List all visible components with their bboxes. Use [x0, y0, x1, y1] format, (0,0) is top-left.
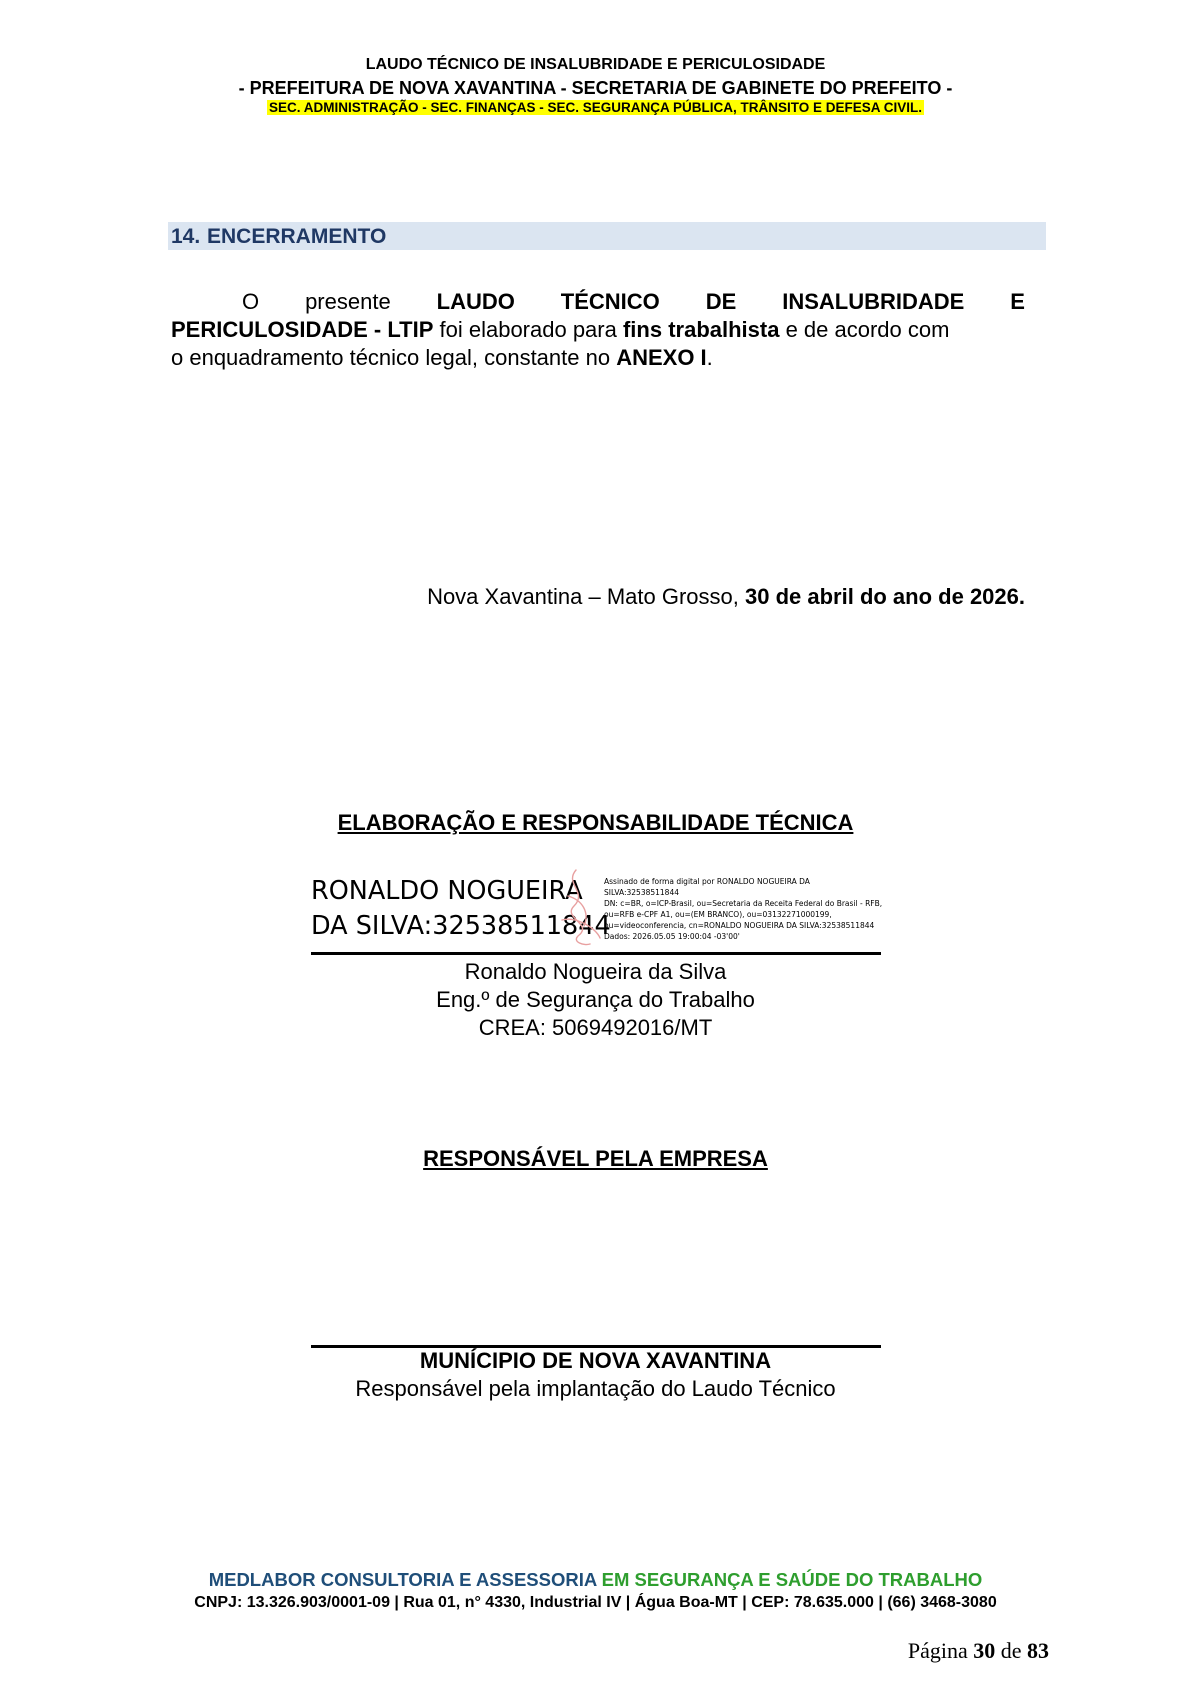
- signature-name-line: RONALDO NOGUEIRA: [311, 876, 583, 906]
- page-total: 83: [1027, 1638, 1049, 1663]
- purpose-text: fins trabalhista: [622, 317, 780, 342]
- page-separator: de: [995, 1638, 1027, 1663]
- footer-contact-info: CNPJ: 13.326.903/0001-09 | Rua 01, n° 4330, Industrial IV | Água Boa-MT | CEP: 78.635.000 | (66) 3468-3080: [194, 1594, 997, 1611]
- paragraph-word: INSALUBRIDADE: [782, 289, 965, 314]
- section-number: 14.: [171, 225, 201, 248]
- paragraph-word: E: [1010, 289, 1025, 314]
- company-responsibility-heading: RESPONSÁVEL PELA EMPRESA: [423, 1146, 768, 1171]
- paragraph-text: e de acordo com: [779, 317, 950, 342]
- place-and-date: [369, 584, 1025, 610]
- paragraph-line-2: [171, 316, 1025, 344]
- paragraph-word: LAUDO: [436, 289, 515, 314]
- digital-signature-details: [604, 876, 882, 942]
- signature-detail-line: ou=RFB e-CPF A1, ou=(EM BRANCO), ou=03132271000199,: [604, 910, 832, 919]
- engineer-name: Ronaldo Nogueira da Silva: [464, 959, 727, 984]
- signature-detail-line: DN: c=BR, o=ICP-Brasil, ou=Secretaria da Receita Federal do Brasil - RFB,: [604, 899, 883, 908]
- header-title: LAUDO TÉCNICO DE INSALUBRIDADE E PERICULOSIDADE: [365, 56, 826, 73]
- section-title: ENCERRAMENTO: [207, 225, 387, 248]
- engineer-registration: CREA: 5069492016/MT: [478, 1015, 713, 1040]
- signature-detail-line: Dados: 2026.05.05 19:00:04 -03'00': [604, 932, 740, 941]
- document-acronym: PERICULOSIDADE - LTIP: [171, 317, 434, 342]
- place: Nova Xavantina – Mato Grosso,: [427, 584, 745, 609]
- signature-detail-line: ou=videoconferencia, cn=RONALDO NOGUEIRA DA SILVA:32538511844: [604, 921, 875, 930]
- footer-company: [0, 1569, 1191, 1591]
- paragraph-word: TÉCNICO: [560, 289, 660, 314]
- date: 30 de abril do ano de 2026.: [745, 584, 1025, 609]
- footer-company-name: MEDLABOR CONSULTORIA E ASSESSORIA: [208, 1569, 597, 1590]
- engineer-block: [0, 958, 1191, 1042]
- page-label: Página: [907, 1638, 974, 1663]
- page-current: 30: [973, 1638, 996, 1663]
- header-secretariats-text: SEC. ADMINISTRAÇÃO - SEC. FINANÇAS - SEC. SEGURANÇA PÚBLICA, TRÂNSITO E DEFESA CIVIL.: [268, 100, 923, 115]
- paragraph-text: o enquadramento técnico legal, constante no: [171, 345, 617, 370]
- signature-detail-line: Assinado de forma digital por RONALDO NOGUEIRA DA: [604, 877, 810, 886]
- paragraph-word: DE: [705, 289, 737, 314]
- signature-line: [311, 952, 881, 955]
- paragraph-word: presente: [305, 289, 391, 314]
- municipality-name: MUNÍCIPIO DE NOVA XAVANTINA: [419, 1348, 772, 1373]
- header-subtitle: - PREFEITURA DE NOVA XAVANTINA - SECRETARIA DE GABINETE DO PREFEITO -: [238, 78, 953, 98]
- paragraph-word: O: [242, 289, 260, 314]
- paragraph-text: foi elaborado para: [433, 317, 623, 342]
- closing-paragraph: [171, 288, 1025, 372]
- paragraph-text: .: [706, 345, 713, 370]
- page-number: [860, 1638, 1049, 1664]
- signature-name-line: DA SILVA:32538511844: [311, 911, 611, 941]
- signature-mark-icon: [554, 866, 606, 950]
- signature-detail-line: SILVA:32538511844: [604, 888, 679, 897]
- annex-reference: ANEXO I: [616, 345, 707, 370]
- paragraph-line-3: [171, 344, 1025, 372]
- engineer-role: Eng.º de Segurança do Trabalho: [436, 987, 755, 1012]
- municipality-role: Responsável pela implantação do Laudo Técnico: [355, 1376, 836, 1401]
- header-secretariats: [0, 100, 1191, 115]
- paragraph-line-1: [171, 288, 1025, 316]
- footer-company-field: EM SEGURANÇA E SAÚDE DO TRABALHO: [596, 1569, 983, 1590]
- technical-responsibility-heading: ELABORAÇÃO E RESPONSABILIDADE TÉCNICA: [337, 810, 854, 835]
